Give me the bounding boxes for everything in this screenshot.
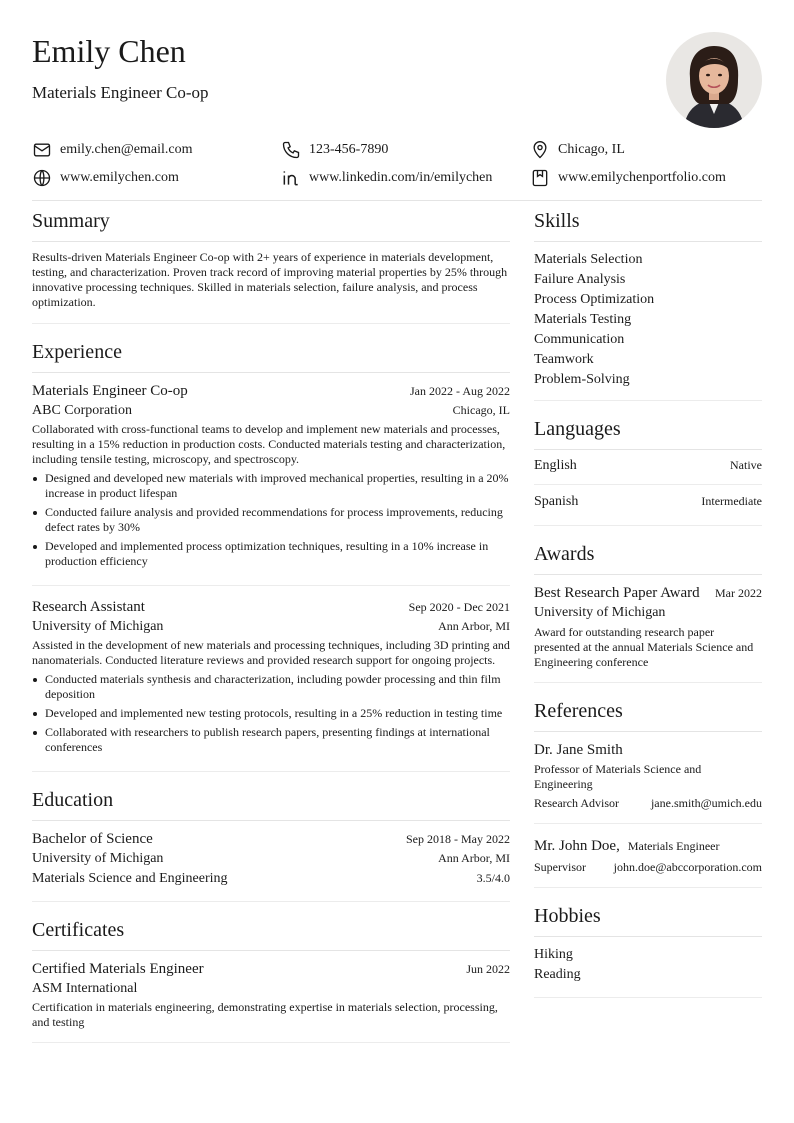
reference-email[interactable]: jane.smith@umich.edu [650, 796, 762, 810]
language-item [534, 456, 762, 485]
portfolio-icon [530, 168, 550, 188]
job-role: Research Assistant [32, 599, 145, 615]
award-description: Award for outstanding research paper presented at the annual Materials Science and Engineering conference [534, 625, 754, 669]
header-divider [32, 200, 762, 201]
contact-phone[interactable] [281, 140, 530, 160]
hobbies-section [534, 904, 762, 998]
certificate-description: Certification in materials engineering, demonstrating expertise in materials selection, processing, and testing [32, 1000, 498, 1029]
hobby-item: Hiking [534, 947, 573, 962]
reference-item [534, 836, 762, 875]
hobby-item: Reading [534, 967, 581, 982]
linkedin-text: www.linkedin.com/in/emilychen [309, 170, 493, 185]
award-name: Best Research Paper Award [534, 585, 700, 601]
section-title: Skills [534, 209, 762, 242]
location-text: Chicago, IL [558, 142, 625, 157]
job-dates: Sep 2020 - Dec 2021 [408, 600, 510, 614]
candidate-title: Materials Engineer Co-op [32, 83, 209, 102]
website-text: www.emilychen.com [60, 170, 179, 185]
reference-position: Materials Engineer [627, 839, 720, 853]
job-description: Collaborated with cross-functional teams to develop and implement new materials and processes, resulting in a 15% reduction in production costs. Conducted materials testing and characterization, including tensile testing, microscopy, and spectroscopy. [32, 422, 506, 466]
bullet-item: Designed and developed new materials with improved mechanical properties, resulting in a 20% increase in product lifespan [32, 471, 510, 501]
section-title: Summary [32, 209, 510, 242]
language-item [534, 485, 762, 525]
job-dates: Jan 2022 - Aug 2022 [410, 384, 510, 398]
side-column [534, 209, 762, 998]
job-role: Materials Engineer Co-op [32, 383, 188, 399]
section-title: References [534, 699, 762, 732]
job-company: University of Michigan [32, 619, 164, 634]
bullet-item: Conducted materials synthesis and characterization, including powder processing and thin film deposition [32, 672, 510, 702]
skill-item: Problem-Solving [534, 372, 630, 387]
contact-portfolio[interactable] [530, 168, 762, 188]
skill-item: Failure Analysis [534, 272, 626, 287]
mail-icon [32, 140, 52, 160]
linkedin-icon [281, 168, 301, 188]
certificates-section [32, 918, 510, 1043]
skills-section [534, 209, 762, 401]
section-title: Experience [32, 340, 510, 373]
phone-icon [281, 140, 301, 160]
contact-website[interactable] [32, 168, 281, 188]
awards-section [534, 542, 762, 683]
job-bullets [32, 471, 510, 569]
globe-icon [32, 168, 52, 188]
award-date: Mar 2022 [715, 586, 762, 600]
reference-name: Dr. Jane Smith [534, 742, 623, 758]
reference-relation: Supervisor [534, 860, 586, 874]
school-location: Ann Arbor, MI [438, 851, 510, 865]
reference-item [534, 740, 762, 824]
job-location: Ann Arbor, MI [438, 619, 510, 633]
contact-location [530, 140, 762, 160]
certificate-name: Certified Materials Engineer [32, 961, 204, 977]
job-description: Assisted in the development of new materials and processing techniques, including 3D printing and nanomaterials. Conducted literature reviews and provided research support for ongoing projects. [32, 638, 510, 667]
language-name: English [534, 458, 577, 473]
school: University of Michigan [32, 851, 164, 866]
phone-text: 123-456-7890 [309, 142, 389, 157]
bullet-item: Conducted failure analysis and provided recommendations for process improvements, reducing defect rates by 30% [32, 505, 510, 535]
contact-info [32, 136, 762, 192]
experience-item [32, 381, 510, 586]
language-level: Native [730, 458, 762, 472]
contact-linkedin[interactable] [281, 168, 530, 188]
job-bullets [32, 672, 510, 755]
contact-email[interactable] [32, 140, 281, 160]
portfolio-text: www.emilychenportfolio.com [558, 170, 726, 185]
reference-relation: Research Advisor [534, 796, 619, 810]
summary-section [32, 209, 510, 324]
certificate-date: Jun 2022 [466, 962, 510, 976]
certificate-issuer: ASM International [32, 981, 138, 996]
section-title: Education [32, 788, 510, 821]
field-of-study: Materials Science and Engineering [32, 871, 228, 886]
education-dates: Sep 2018 - May 2022 [406, 832, 510, 846]
skill-item: Materials Selection [534, 252, 643, 267]
main-column [32, 209, 510, 1043]
section-title: Certificates [32, 918, 510, 951]
job-company: ABC Corporation [32, 403, 132, 418]
section-title: Hobbies [534, 904, 762, 937]
experience-item [32, 597, 510, 755]
profile-photo [666, 32, 762, 128]
location-pin-icon [530, 140, 550, 160]
bullet-item: Collaborated with researchers to publish research papers, presenting findings at international conferences [32, 725, 510, 755]
skill-item: Teamwork [534, 352, 594, 367]
language-name: Spanish [534, 494, 579, 509]
reference-position: Professor of Materials Science and Engineering [534, 762, 702, 791]
languages-section [534, 417, 762, 526]
award-issuer: University of Michigan [534, 605, 666, 620]
section-title: Languages [534, 417, 762, 450]
summary-text: Results-driven Materials Engineer Co-op with 2+ years of experience in materials development, testing, and characterization. Proven track record of improving material properties by 25% through innovative processing techniques. Skilled in materials selection, failure analysis, and process optimization. [32, 250, 508, 309]
candidate-name: Emily Chen [32, 33, 186, 69]
degree: Bachelor of Science [32, 831, 153, 847]
reference-name: Mr. John Doe, [534, 838, 620, 854]
experience-section [32, 340, 510, 772]
skill-item: Process Optimization [534, 292, 655, 307]
email-text: emily.chen@email.com [60, 142, 193, 157]
bullet-item: Developed and implemented new testing protocols, resulting in a 25% reduction in testing time [32, 706, 510, 721]
education-section [32, 788, 510, 902]
bullet-item: Developed and implemented process optimization techniques, resulting in a 10% increase in production efficiency [32, 539, 510, 569]
skill-item: Communication [534, 332, 625, 347]
section-title: Awards [534, 542, 762, 575]
references-section [534, 699, 762, 888]
reference-email[interactable]: john.doe@abccorporation.com [613, 860, 762, 874]
gpa: 3.5/4.0 [476, 871, 510, 885]
job-location: Chicago, IL [452, 403, 510, 417]
skill-item: Materials Testing [534, 312, 632, 327]
language-level: Intermediate [701, 494, 762, 508]
resume-header [32, 33, 632, 103]
